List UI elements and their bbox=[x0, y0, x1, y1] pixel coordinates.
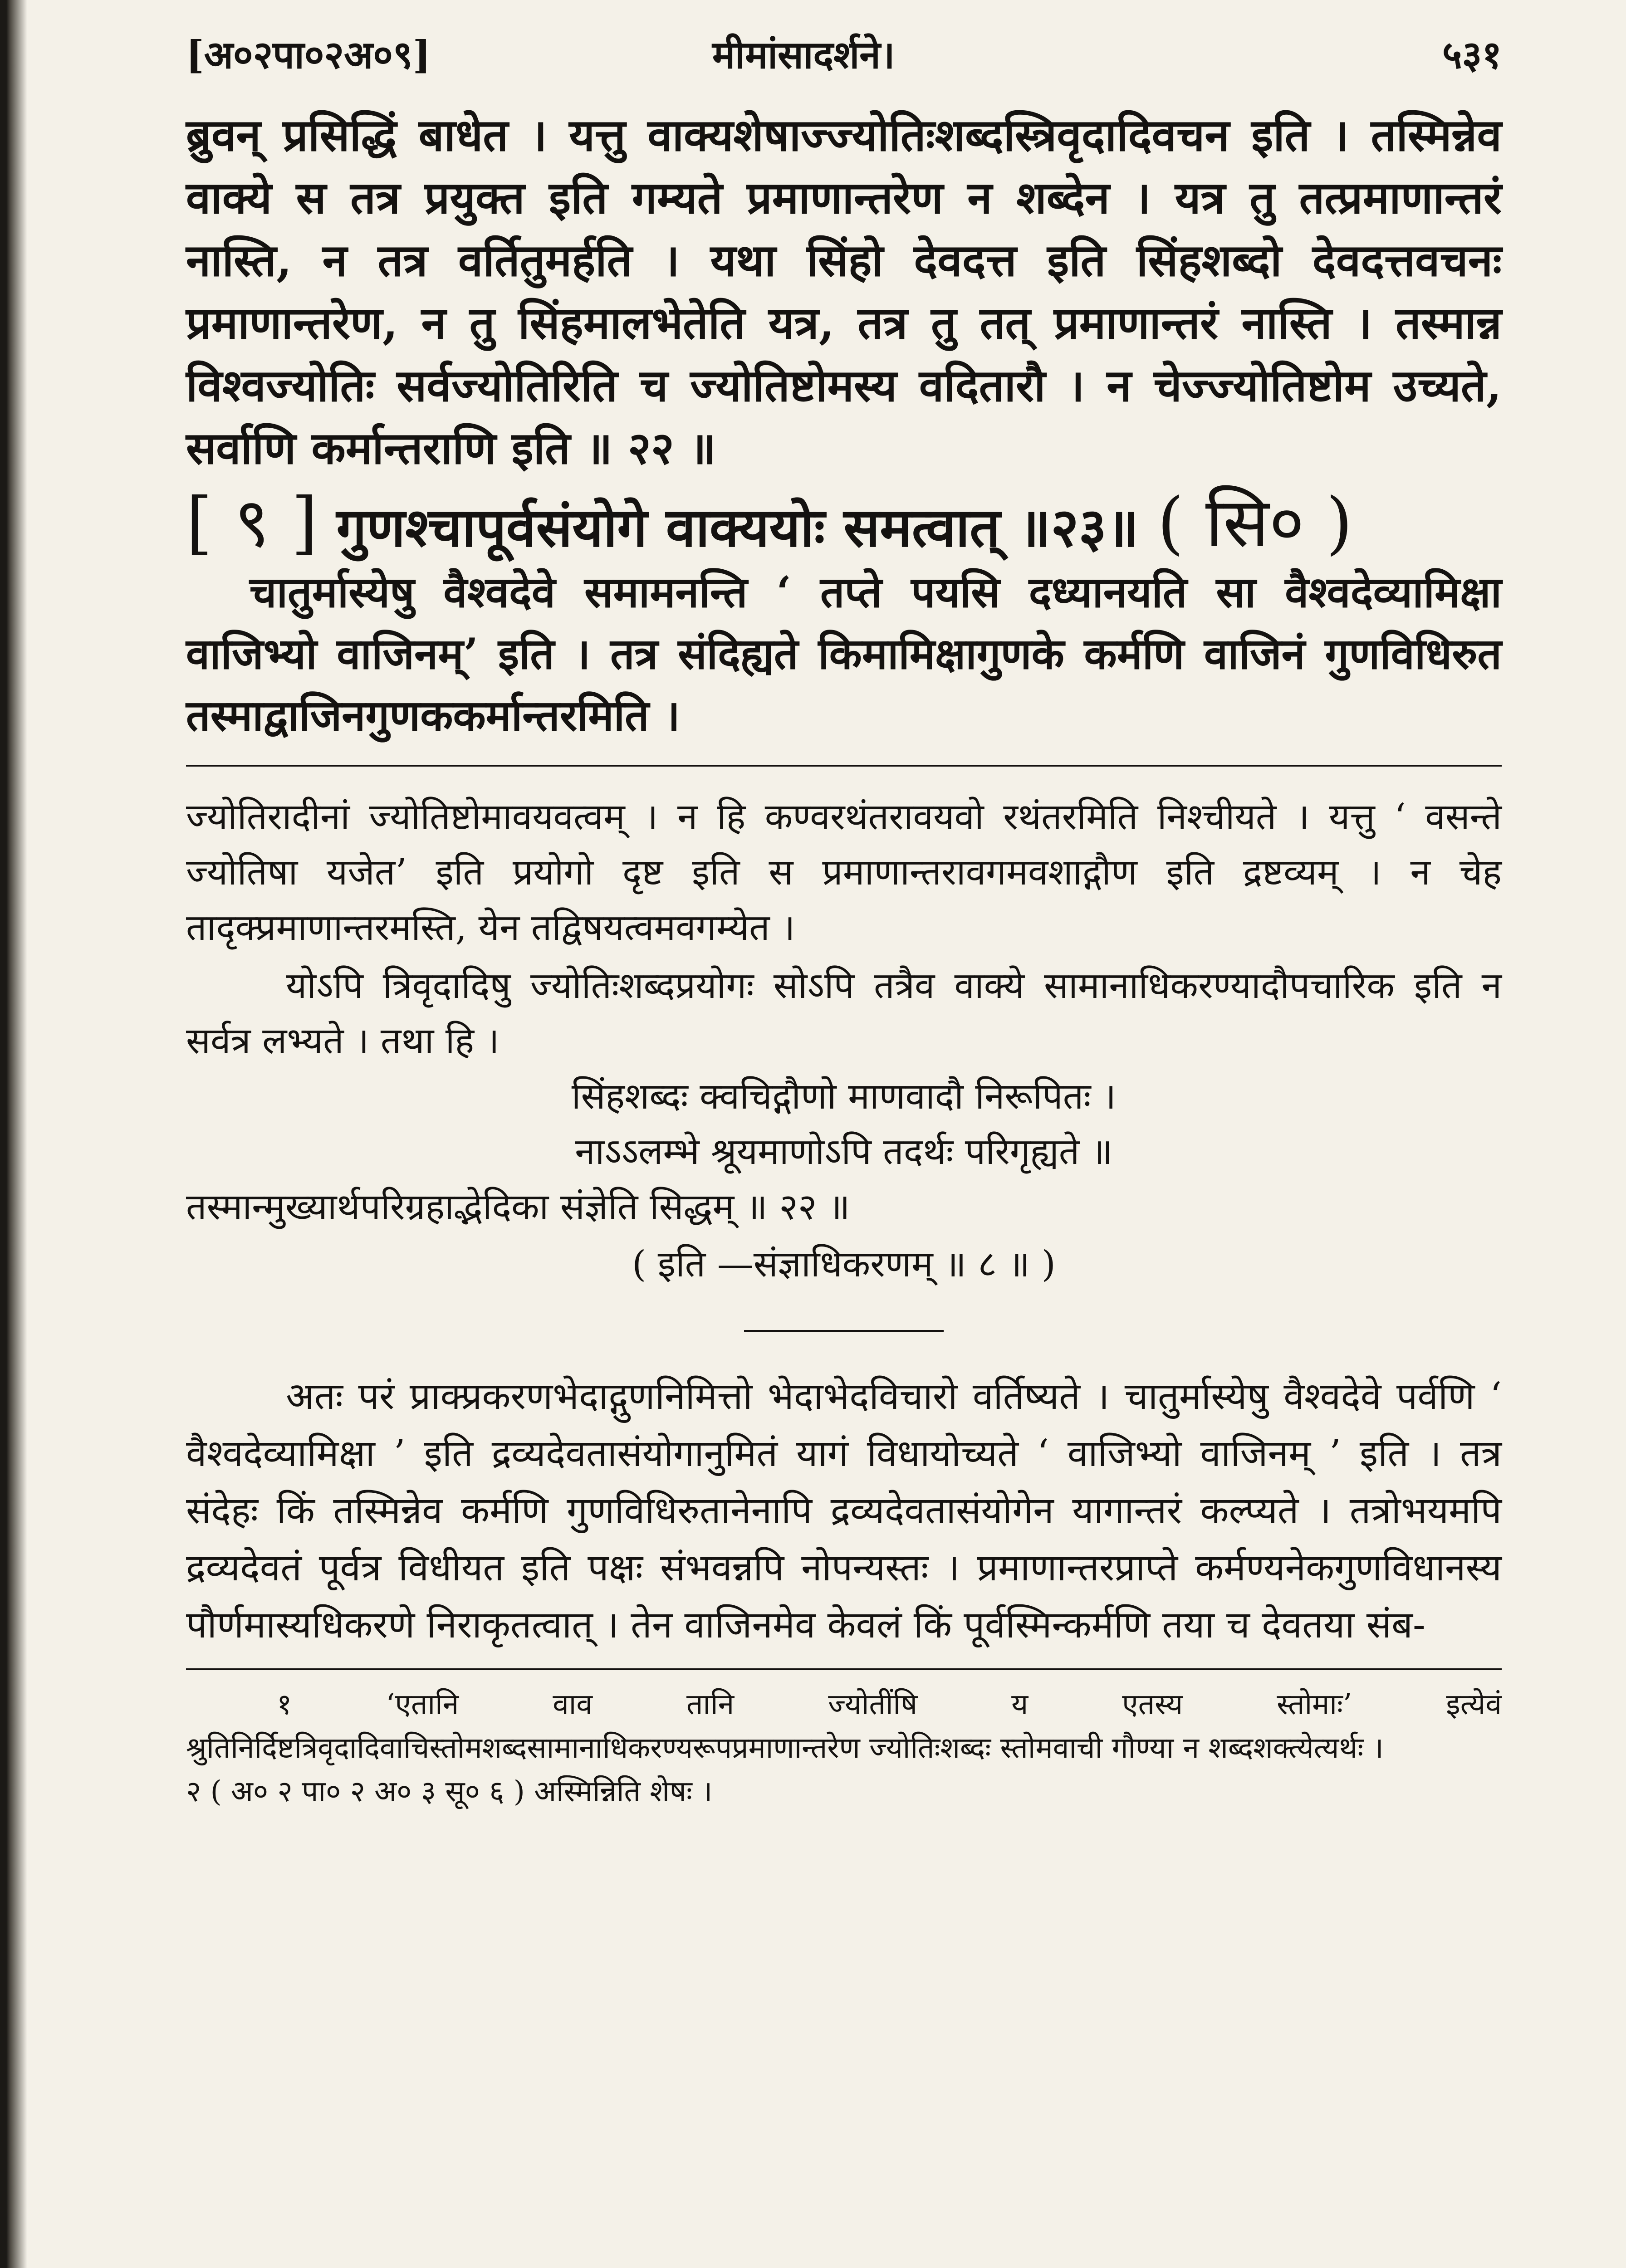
short-divider bbox=[744, 1330, 944, 1332]
sutra-bhashya-paragraph: चातुर्मास्येषु वैश्वदेवे समामनन्ति ‘ तप्ते पयसि दध्यानयति सा वैश्वदेव्यामिक्षा वाजिभ्यो वाजिनम्’ इति । तत्र संदिह्यते किमामिक्षागुणके कर्मणि वाजिनं गुणविधिरुत तस्माद्वाजिनगुणककर्मान्तरमिति । bbox=[186, 567, 1502, 741]
running-header bbox=[186, 27, 1502, 104]
commentary-paragraph-2: योऽपि त्रिवृदादिषु ज्योतिःशब्दप्रयोगः सोऽपि तत्रैव वाक्ये सामानाधिकरण्यादौपचारिक इति न सर्वत्र लभ्यते । तथा हि । bbox=[186, 964, 1502, 1062]
adhikarana-introduction: अतः परं प्राक्प्रकरणभेदाद्गुणनिमित्तो भेदाभेदविचारो वर्तिष्यते । चातुर्मास्येषु वैश्वदेवे पर्वणि ‘ वैश्वदेव्यामिक्षा ’ इति द्रव्यदेवतासंयोगानुमितं यागं विधायोच्यते ‘ वाजिभ्यो वाजिनम् ’ इति । तत्र संदेहः किं तस्मिन्नेव कर्मणि गुणविधिरुतानेनापि द्रव्यदेवतासंयोगेन यागान्तरं कल्प्यते । तत्रोभयमपि द्रव्यदेवतं पूर्वत्र विधीयत इति पक्षः संभवन्नपि नोपन्यस्तः । प्रमाणान्तरप्राप्ते कर्मण्यनेकगुणविधानस्य पौर्णमास्यधिकरणे निराकृतत्वात् । तेन वाजिनमेव केवलं किं पूर्वस्मिन्कर्मणि तया च देवतया संब- bbox=[186, 1375, 1502, 1647]
footnote-2: २ ( अ० २ पा० २ अ० ३ सू० ६ ) अस्मिन्निति शेषः । bbox=[186, 1775, 713, 1809]
verse-line-1: सिंहशब्दः क्वचिद्गौणो माणवादौ निरूपितः । bbox=[571, 1075, 1117, 1117]
footnote-1: १ ‘एतानि वाव तानि ज्योतींषि य एतस्य स्तोमाः’ इत्येवं श्रुतिनिर्दिष्टत्रिवृदादिवाचिस्तोमशब्दसामानाधिकरण्यरूपप्रमाणान्तरेण ज्योतिःशब्दः स्तोमवाची गौण्या न शब्दशक्त्येत्यर्थः । bbox=[186, 1688, 1502, 1765]
page-number: ५३१ bbox=[1442, 32, 1502, 77]
sutra-heading bbox=[186, 484, 1502, 562]
siddhanta-mark: ( सि० ) bbox=[1157, 484, 1353, 562]
sutra-text: गुणश्चापूर्वसंयोगे वाक्ययोः समत्वात् ॥२३॥ bbox=[336, 496, 1139, 559]
book-page bbox=[186, 27, 1502, 2268]
adhikarana-colophon: ( इति —संज्ञाधिकरणम् ॥ ८ ॥ ) bbox=[632, 1243, 1056, 1285]
header-section-reference: [अ०२पा०२अ०९] bbox=[186, 32, 431, 77]
sutra-number: [ ९ ] bbox=[186, 484, 318, 562]
sutra-bhashya-continuation: ब्रुवन् प्रसिद्धिं बाधेत । यत्तु वाक्यशेषाज्ज्योतिःशब्दस्त्रिवृदादिवचन इति । तस्मिन्नेव वाक्ये स तत्र प्रयुक्त इति गम्यते प्रमाणान्तरेण न शब्देन । यत्र तु तत्प्रमाणान्तरं नास्ति, न तत्र वर्तितुमर्हति । यथा सिंहो देवदत्त इति सिंहशब्दो देवदत्तवचनः प्रमाणान्तरेण, न तु सिंहमालभेतेति यत्र, तत्र तु तत् प्रमाणान्तरं नास्ति । तस्मान्न विश्वज्योतिः सर्वज्योतिरिति च ज्योतिष्टोमस्य वदितारौ । न चेज्ज्योतिष्टोम उच्यते, सर्वाणि कर्मान्तराणि इति ॥ २२ ॥ bbox=[186, 109, 1502, 474]
commentary-paragraph-1: ज्योतिरादीनां ज्योतिष्टोमावयवत्वम् । न हि कण्वरथंतरावयवो रथंतरमिति निश्चीयते । यत्तु ‘ वसन्ते ज्योतिषा यजेत’ इति प्रयोगो दृष्ट इति स प्रमाणान्तरावगमवशाद्गौण इति द्रष्टव्यम् । न चेह तादृक्प्रमाणान्तरमस्ति, येन तद्विषयत्वमवगम्येत । bbox=[186, 796, 1502, 948]
footnote-divider bbox=[186, 1668, 1502, 1670]
section-divider bbox=[186, 765, 1502, 767]
verse-line-2: नाऽऽलम्भे श्रूयमाणोऽपि तदर्थः परिगृह्यते ॥ bbox=[575, 1130, 1113, 1173]
commentary-conclusion: तस्मान्मुख्यार्थपरिग्रहाद्भेदिका संज्ञेति सिद्धम् ॥ २२ ॥ bbox=[186, 1186, 850, 1228]
book-spine-shadow bbox=[0, 0, 32, 2268]
header-book-title: मीमांसादर्शने। bbox=[712, 32, 895, 77]
